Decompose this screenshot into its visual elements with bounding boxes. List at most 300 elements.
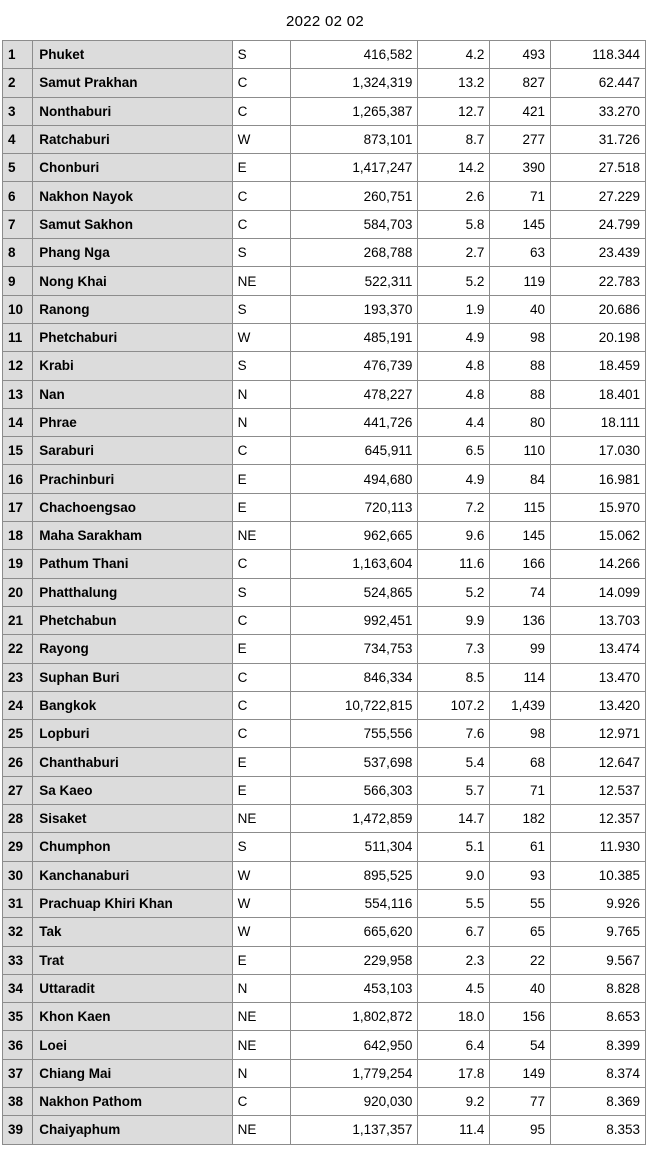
cell-province: Trat <box>33 946 232 974</box>
table-row <box>3 1031 646 1059</box>
cell-population: 193,370 <box>291 295 418 323</box>
cell-rank: 39 <box>3 1116 33 1144</box>
cell-rank: 19 <box>3 550 33 578</box>
cell-count: 136 <box>490 606 551 634</box>
cell-count: 149 <box>490 1059 551 1087</box>
table-row <box>3 154 646 182</box>
cell-count: 95 <box>490 1116 551 1144</box>
cell-rank: 35 <box>3 1003 33 1031</box>
cell-count: 99 <box>490 635 551 663</box>
cell-population: 268,788 <box>291 239 418 267</box>
cell-rate: 33.270 <box>550 97 645 125</box>
cell-region: C <box>232 437 290 465</box>
cell-rank: 33 <box>3 946 33 974</box>
table-row <box>3 1059 646 1087</box>
cell-rate: 18.111 <box>550 408 645 436</box>
cell-per-100k-base: 8.5 <box>418 663 490 691</box>
cell-count: 84 <box>490 465 551 493</box>
cell-region: C <box>232 663 290 691</box>
cell-province: Uttaradit <box>33 974 232 1002</box>
cell-rank: 5 <box>3 154 33 182</box>
cell-rank: 9 <box>3 267 33 295</box>
cell-per-100k-base: 5.7 <box>418 776 490 804</box>
cell-province: Nong Khai <box>33 267 232 295</box>
cell-population: 1,417,247 <box>291 154 418 182</box>
cell-rate: 15.970 <box>550 493 645 521</box>
cell-rank: 8 <box>3 239 33 267</box>
cell-population: 1,265,387 <box>291 97 418 125</box>
table-row <box>3 918 646 946</box>
cell-per-100k-base: 6.5 <box>418 437 490 465</box>
cell-per-100k-base: 5.5 <box>418 889 490 917</box>
table-row <box>3 1116 646 1144</box>
cell-rank: 29 <box>3 833 33 861</box>
cell-per-100k-base: 6.7 <box>418 918 490 946</box>
cell-rank: 21 <box>3 606 33 634</box>
cell-per-100k-base: 4.4 <box>418 408 490 436</box>
table-row <box>3 125 646 153</box>
cell-region: C <box>232 606 290 634</box>
cell-province: Chanthaburi <box>33 748 232 776</box>
cell-rate: 12.971 <box>550 720 645 748</box>
cell-rank: 20 <box>3 578 33 606</box>
cell-per-100k-base: 4.9 <box>418 465 490 493</box>
cell-province: Phrae <box>33 408 232 436</box>
table-row <box>3 493 646 521</box>
cell-count: 93 <box>490 861 551 889</box>
cell-rate: 10.385 <box>550 861 645 889</box>
cell-province: Prachinburi <box>33 465 232 493</box>
cell-rate: 13.703 <box>550 606 645 634</box>
cell-rate: 8.369 <box>550 1087 645 1115</box>
cell-rank: 22 <box>3 635 33 663</box>
cell-region: N <box>232 974 290 1002</box>
cell-region: NE <box>232 267 290 295</box>
table-row <box>3 69 646 97</box>
table-row <box>3 380 646 408</box>
cell-rank: 25 <box>3 720 33 748</box>
cell-rate: 16.981 <box>550 465 645 493</box>
cell-rank: 11 <box>3 323 33 351</box>
cell-count: 88 <box>490 380 551 408</box>
cell-region: E <box>232 635 290 663</box>
cell-province: Chachoengsao <box>33 493 232 521</box>
cell-province: Chiang Mai <box>33 1059 232 1087</box>
table-row <box>3 606 646 634</box>
cell-count: 98 <box>490 720 551 748</box>
table-row <box>3 239 646 267</box>
cell-count: 22 <box>490 946 551 974</box>
cell-region: S <box>232 239 290 267</box>
cell-rate: 8.353 <box>550 1116 645 1144</box>
table-row <box>3 776 646 804</box>
cell-rank: 6 <box>3 182 33 210</box>
cell-population: 1,163,604 <box>291 550 418 578</box>
cell-region: C <box>232 69 290 97</box>
cell-region: NE <box>232 1031 290 1059</box>
cell-rate: 11.930 <box>550 833 645 861</box>
cell-region: C <box>232 97 290 125</box>
cell-population: 441,726 <box>291 408 418 436</box>
table-row <box>3 691 646 719</box>
cell-region: S <box>232 578 290 606</box>
cell-rank: 2 <box>3 69 33 97</box>
cell-population: 511,304 <box>291 833 418 861</box>
cell-rank: 31 <box>3 889 33 917</box>
cell-rate: 23.439 <box>550 239 645 267</box>
cell-region: S <box>232 41 290 69</box>
cell-province: Krabi <box>33 352 232 380</box>
cell-rate: 22.783 <box>550 267 645 295</box>
cell-province: Ratchaburi <box>33 125 232 153</box>
cell-rank: 30 <box>3 861 33 889</box>
cell-count: 40 <box>490 295 551 323</box>
cell-per-100k-base: 4.9 <box>418 323 490 351</box>
cell-region: NE <box>232 1003 290 1031</box>
cell-per-100k-base: 5.2 <box>418 578 490 606</box>
cell-region: C <box>232 720 290 748</box>
cell-rate: 8.653 <box>550 1003 645 1031</box>
cell-region: E <box>232 465 290 493</box>
cell-count: 115 <box>490 493 551 521</box>
cell-region: S <box>232 295 290 323</box>
page-title: 2022 02 02 <box>285 13 365 30</box>
cell-per-100k-base: 4.8 <box>418 380 490 408</box>
cell-rate: 8.399 <box>550 1031 645 1059</box>
cell-province: Saraburi <box>33 437 232 465</box>
cell-rank: 18 <box>3 522 33 550</box>
cell-count: 277 <box>490 125 551 153</box>
cell-count: 63 <box>490 239 551 267</box>
cell-per-100k-base: 2.7 <box>418 239 490 267</box>
cell-rate: 13.474 <box>550 635 645 663</box>
cell-population: 665,620 <box>291 918 418 946</box>
table-row <box>3 522 646 550</box>
cell-population: 846,334 <box>291 663 418 691</box>
table-row <box>3 946 646 974</box>
cell-rate: 18.401 <box>550 380 645 408</box>
cell-province: Suphan Buri <box>33 663 232 691</box>
cell-per-100k-base: 7.6 <box>418 720 490 748</box>
table-row <box>3 889 646 917</box>
cell-rate: 62.447 <box>550 69 645 97</box>
cell-province: Samut Prakhan <box>33 69 232 97</box>
cell-count: 182 <box>490 805 551 833</box>
cell-region: W <box>232 918 290 946</box>
cell-per-100k-base: 5.4 <box>418 748 490 776</box>
cell-per-100k-base: 2.3 <box>418 946 490 974</box>
cell-population: 1,137,357 <box>291 1116 418 1144</box>
cell-province: Kanchanaburi <box>33 861 232 889</box>
cell-rank: 17 <box>3 493 33 521</box>
cell-rank: 12 <box>3 352 33 380</box>
cell-per-100k-base: 5.8 <box>418 210 490 238</box>
cell-region: W <box>232 889 290 917</box>
cell-count: 390 <box>490 154 551 182</box>
cell-province: Nonthaburi <box>33 97 232 125</box>
cell-province: Chonburi <box>33 154 232 182</box>
cell-rank: 13 <box>3 380 33 408</box>
cell-rate: 18.459 <box>550 352 645 380</box>
cell-region: W <box>232 861 290 889</box>
cell-population: 1,472,859 <box>291 805 418 833</box>
cell-rate: 9.926 <box>550 889 645 917</box>
cell-rank: 7 <box>3 210 33 238</box>
cell-rate: 14.266 <box>550 550 645 578</box>
cell-population: 554,116 <box>291 889 418 917</box>
cell-count: 145 <box>490 522 551 550</box>
cell-count: 68 <box>490 748 551 776</box>
cell-rank: 1 <box>3 41 33 69</box>
cell-rank: 14 <box>3 408 33 436</box>
cell-count: 40 <box>490 974 551 1002</box>
cell-region: C <box>232 1087 290 1115</box>
cell-per-100k-base: 6.4 <box>418 1031 490 1059</box>
cell-rate: 12.647 <box>550 748 645 776</box>
cell-count: 55 <box>490 889 551 917</box>
cell-population: 476,739 <box>291 352 418 380</box>
cell-region: S <box>232 352 290 380</box>
cell-province: Phetchaburi <box>33 323 232 351</box>
cell-province: Lopburi <box>33 720 232 748</box>
cell-per-100k-base: 1.9 <box>418 295 490 323</box>
table-row <box>3 210 646 238</box>
cell-count: 119 <box>490 267 551 295</box>
cell-province: Bangkok <box>33 691 232 719</box>
cell-region: W <box>232 125 290 153</box>
table-row <box>3 408 646 436</box>
cell-count: 421 <box>490 97 551 125</box>
cell-region: C <box>232 691 290 719</box>
cell-count: 80 <box>490 408 551 436</box>
cell-per-100k-base: 11.6 <box>418 550 490 578</box>
cell-count: 88 <box>490 352 551 380</box>
cell-per-100k-base: 5.2 <box>418 267 490 295</box>
cell-province: Phuket <box>33 41 232 69</box>
cell-rate: 8.374 <box>550 1059 645 1087</box>
cell-per-100k-base: 107.2 <box>418 691 490 719</box>
cell-population: 416,582 <box>291 41 418 69</box>
cell-per-100k-base: 17.8 <box>418 1059 490 1087</box>
cell-province: Pathum Thani <box>33 550 232 578</box>
cell-count: 1,439 <box>490 691 551 719</box>
cell-rate: 20.686 <box>550 295 645 323</box>
cell-rank: 3 <box>3 97 33 125</box>
cell-per-100k-base: 12.7 <box>418 97 490 125</box>
cell-per-100k-base: 4.2 <box>418 41 490 69</box>
cell-population: 920,030 <box>291 1087 418 1115</box>
cell-province: Maha Sarakham <box>33 522 232 550</box>
cell-population: 1,779,254 <box>291 1059 418 1087</box>
table-row <box>3 1003 646 1031</box>
cell-population: 895,525 <box>291 861 418 889</box>
cell-population: 642,950 <box>291 1031 418 1059</box>
cell-per-100k-base: 2.6 <box>418 182 490 210</box>
cell-population: 453,103 <box>291 974 418 1002</box>
cell-province: Chaiyaphum <box>33 1116 232 1144</box>
cell-rate: 27.229 <box>550 182 645 210</box>
table-row <box>3 805 646 833</box>
table-row <box>3 861 646 889</box>
table-row <box>3 720 646 748</box>
cell-province: Samut Sakhon <box>33 210 232 238</box>
cell-rank: 38 <box>3 1087 33 1115</box>
cell-population: 962,665 <box>291 522 418 550</box>
cell-rate: 12.537 <box>550 776 645 804</box>
table-row <box>3 465 646 493</box>
table-row <box>3 1087 646 1115</box>
table-body <box>3 41 646 1145</box>
table-row <box>3 974 646 1002</box>
cell-rank: 16 <box>3 465 33 493</box>
cell-rate: 24.799 <box>550 210 645 238</box>
cell-population: 260,751 <box>291 182 418 210</box>
cell-per-100k-base: 13.2 <box>418 69 490 97</box>
table-row <box>3 182 646 210</box>
cell-per-100k-base: 5.1 <box>418 833 490 861</box>
cell-population: 734,753 <box>291 635 418 663</box>
table-row <box>3 833 646 861</box>
cell-rank: 15 <box>3 437 33 465</box>
cell-population: 524,865 <box>291 578 418 606</box>
cell-rank: 32 <box>3 918 33 946</box>
cell-population: 485,191 <box>291 323 418 351</box>
cell-province: Nan <box>33 380 232 408</box>
cell-region: N <box>232 408 290 436</box>
cell-population: 584,703 <box>291 210 418 238</box>
cell-rate: 17.030 <box>550 437 645 465</box>
cell-rate: 9.567 <box>550 946 645 974</box>
cell-region: S <box>232 833 290 861</box>
cell-count: 145 <box>490 210 551 238</box>
cell-province: Phetchabun <box>33 606 232 634</box>
cell-per-100k-base: 4.5 <box>418 974 490 1002</box>
cell-count: 71 <box>490 776 551 804</box>
cell-population: 478,227 <box>291 380 418 408</box>
cell-per-100k-base: 7.3 <box>418 635 490 663</box>
cell-rate: 118.344 <box>550 41 645 69</box>
cell-province: Phang Nga <box>33 239 232 267</box>
cell-region: N <box>232 380 290 408</box>
cell-per-100k-base: 4.8 <box>418 352 490 380</box>
table-row <box>3 635 646 663</box>
cell-population: 10,722,815 <box>291 691 418 719</box>
cell-rate: 31.726 <box>550 125 645 153</box>
cell-per-100k-base: 9.6 <box>418 522 490 550</box>
cell-population: 537,698 <box>291 748 418 776</box>
table-row <box>3 323 646 351</box>
cell-rate: 27.518 <box>550 154 645 182</box>
cell-rate: 14.099 <box>550 578 645 606</box>
cell-count: 114 <box>490 663 551 691</box>
cell-count: 77 <box>490 1087 551 1115</box>
cell-rank: 10 <box>3 295 33 323</box>
cell-rank: 24 <box>3 691 33 719</box>
cell-province: Prachuap Khiri Khan <box>33 889 232 917</box>
cell-per-100k-base: 14.2 <box>418 154 490 182</box>
cell-rank: 34 <box>3 974 33 1002</box>
cell-population: 522,311 <box>291 267 418 295</box>
cell-region: NE <box>232 805 290 833</box>
cell-rate: 8.828 <box>550 974 645 1002</box>
cell-rate: 13.420 <box>550 691 645 719</box>
cell-region: E <box>232 493 290 521</box>
cell-per-100k-base: 9.0 <box>418 861 490 889</box>
cell-region: NE <box>232 1116 290 1144</box>
cell-rate: 15.062 <box>550 522 645 550</box>
cell-rank: 26 <box>3 748 33 776</box>
cell-per-100k-base: 7.2 <box>418 493 490 521</box>
cell-province: Tak <box>33 918 232 946</box>
table-row <box>3 267 646 295</box>
cell-per-100k-base: 18.0 <box>418 1003 490 1031</box>
table-row <box>3 748 646 776</box>
cell-per-100k-base: 9.9 <box>418 606 490 634</box>
cell-region: C <box>232 550 290 578</box>
table-row <box>3 550 646 578</box>
cell-count: 827 <box>490 69 551 97</box>
cell-rank: 27 <box>3 776 33 804</box>
cell-population: 229,958 <box>291 946 418 974</box>
cell-rank: 4 <box>3 125 33 153</box>
cell-population: 494,680 <box>291 465 418 493</box>
table-row <box>3 663 646 691</box>
cell-per-100k-base: 8.7 <box>418 125 490 153</box>
cell-province: Sisaket <box>33 805 232 833</box>
cell-population: 992,451 <box>291 606 418 634</box>
cell-count: 110 <box>490 437 551 465</box>
cell-region: E <box>232 154 290 182</box>
cell-count: 98 <box>490 323 551 351</box>
cell-region: E <box>232 776 290 804</box>
cell-region: E <box>232 946 290 974</box>
cell-province: Loei <box>33 1031 232 1059</box>
cell-count: 493 <box>490 41 551 69</box>
cell-population: 873,101 <box>291 125 418 153</box>
cell-region: E <box>232 748 290 776</box>
cell-population: 645,911 <box>291 437 418 465</box>
cell-region: NE <box>232 522 290 550</box>
table-row <box>3 578 646 606</box>
cell-region: C <box>232 182 290 210</box>
table-row <box>3 295 646 323</box>
cell-rank: 37 <box>3 1059 33 1087</box>
cell-province: Chumphon <box>33 833 232 861</box>
province-table <box>2 40 646 1145</box>
cell-population: 755,556 <box>291 720 418 748</box>
cell-population: 1,324,319 <box>291 69 418 97</box>
cell-province: Rayong <box>33 635 232 663</box>
cell-count: 54 <box>490 1031 551 1059</box>
cell-region: N <box>232 1059 290 1087</box>
cell-count: 71 <box>490 182 551 210</box>
cell-count: 166 <box>490 550 551 578</box>
cell-region: W <box>232 323 290 351</box>
table-row <box>3 437 646 465</box>
table-row <box>3 41 646 69</box>
cell-province: Ranong <box>33 295 232 323</box>
cell-count: 156 <box>490 1003 551 1031</box>
cell-rate: 20.198 <box>550 323 645 351</box>
cell-province: Nakhon Pathom <box>33 1087 232 1115</box>
cell-rate: 9.765 <box>550 918 645 946</box>
table-row <box>3 97 646 125</box>
table-row <box>3 352 646 380</box>
cell-rank: 23 <box>3 663 33 691</box>
cell-count: 65 <box>490 918 551 946</box>
cell-rate: 12.357 <box>550 805 645 833</box>
cell-rank: 36 <box>3 1031 33 1059</box>
